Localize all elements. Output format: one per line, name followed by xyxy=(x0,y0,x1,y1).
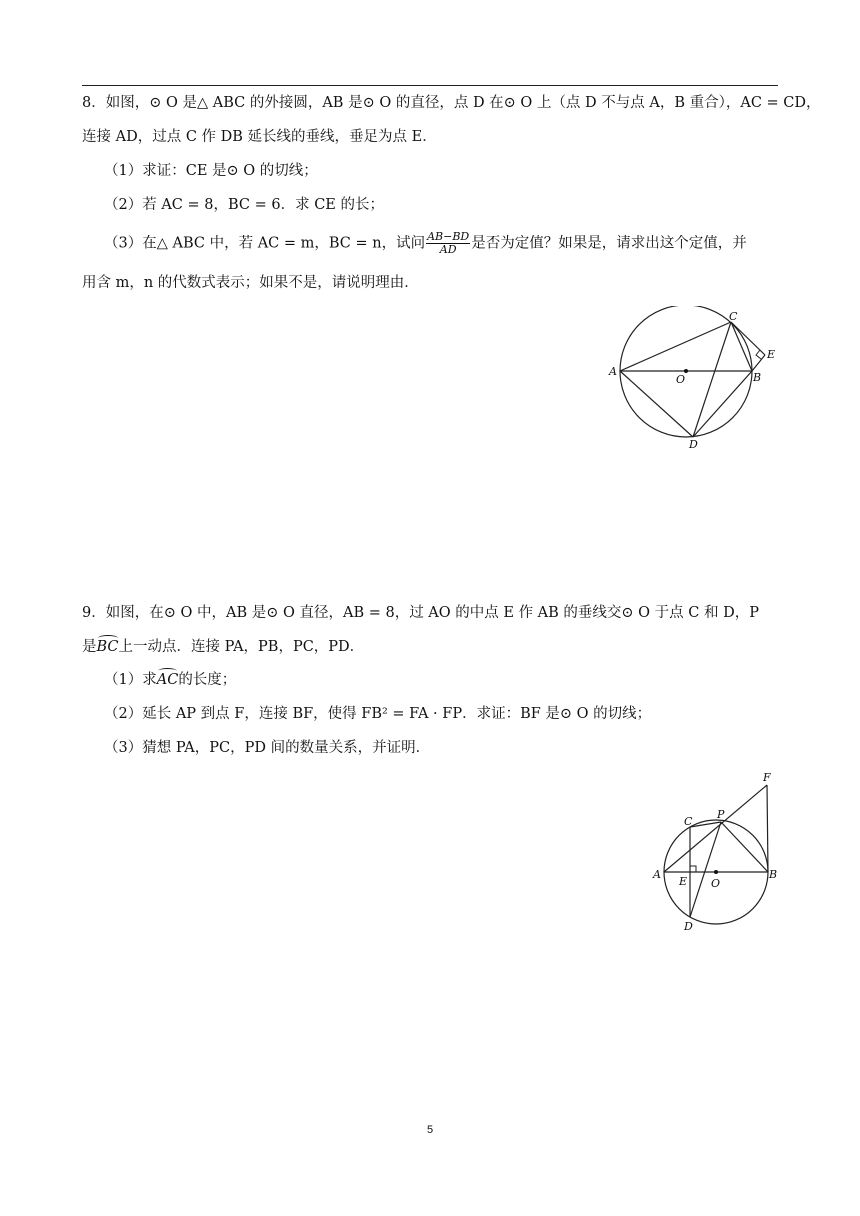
q9-label-e: E xyxy=(679,875,688,888)
q8-line-2: 连接 AD，过点 C 作 DB 延长线的垂线，垂足为点 E． xyxy=(82,129,437,145)
q8-part-3-continued: 用含 m，n 的代数式表示；如果不是，请说明理由． xyxy=(82,275,419,291)
q8-label-c: C xyxy=(729,310,738,323)
q8-label-o: O xyxy=(676,373,686,386)
q8-label-d: D xyxy=(689,438,698,451)
q9-label-a: A xyxy=(653,868,661,881)
q8-line-1: 8．如图，⊙ O 是△ ABC 的外接圆，AB 是⊙ O 的直径，点 D 在⊙ O 上（点 D 不与点 A，B 重合），AC = CD， xyxy=(82,95,821,111)
q9-label-b: B xyxy=(769,868,778,881)
q9-part-2: （2）延长 AP 到点 F，连接 BF，使得 FB² = FA · FP．求证：BF 是⊙ O 的切线； xyxy=(104,706,652,722)
q9-part-1-text-a: （1）求 xyxy=(104,672,157,688)
q8-fraction xyxy=(426,231,470,256)
q9-part-1 xyxy=(104,670,236,690)
q9-line-2 xyxy=(82,637,364,657)
q9-line-2-text-a: 是 xyxy=(82,639,97,655)
q8-part-3 xyxy=(104,231,747,256)
header-rule xyxy=(82,85,778,86)
q8-fraction-numerator: AB−BD xyxy=(427,230,470,243)
q8-label-b: B xyxy=(753,371,762,384)
q9-label-o: O xyxy=(711,877,721,890)
q9-line-2-text-b: 上一动点．连接 PA，PB，PC，PD． xyxy=(118,639,365,655)
q9-label-f: F xyxy=(763,771,771,784)
q9-line-1: 9．如图，在⊙ O 中，AB 是⊙ O 直径，AB = 8，过 AO 的中点 E 作 AB 的垂线交⊙ O 于点 C 和 D，P xyxy=(82,605,759,621)
q9-figure xyxy=(645,765,785,935)
q9-label-p: P xyxy=(717,808,725,821)
q8-part-2: （2）若 AC = 8，BC = 6．求 CE 的长； xyxy=(104,197,385,213)
q9-label-c: C xyxy=(684,815,693,828)
q8-label-e: E xyxy=(767,348,776,361)
q9-part-3: （3）猜想 PA，PC，PD 间的数量关系，并证明． xyxy=(104,740,431,756)
q8-part-3-text-b: 是否为定值？如果是，请求出这个定值，并 xyxy=(471,235,747,252)
q8-part-3-text-a: （3）在△ ABC 中，若 AC = m，BC = n，试问 xyxy=(104,235,426,252)
q8-fraction-denominator: AD xyxy=(439,243,457,256)
q9-label-d: D xyxy=(684,920,693,933)
q8-label-a: A xyxy=(609,365,617,378)
q9-part-1-text-b: 的长度； xyxy=(178,672,237,688)
q8-figure xyxy=(600,306,790,456)
q8-part-1: （1）求证：CE 是⊙ O 的切线； xyxy=(104,163,318,179)
q9-arc-ac: AC xyxy=(156,672,179,688)
page-number: 5 xyxy=(426,1124,434,1136)
q9-arc-bc: BC xyxy=(96,639,119,655)
